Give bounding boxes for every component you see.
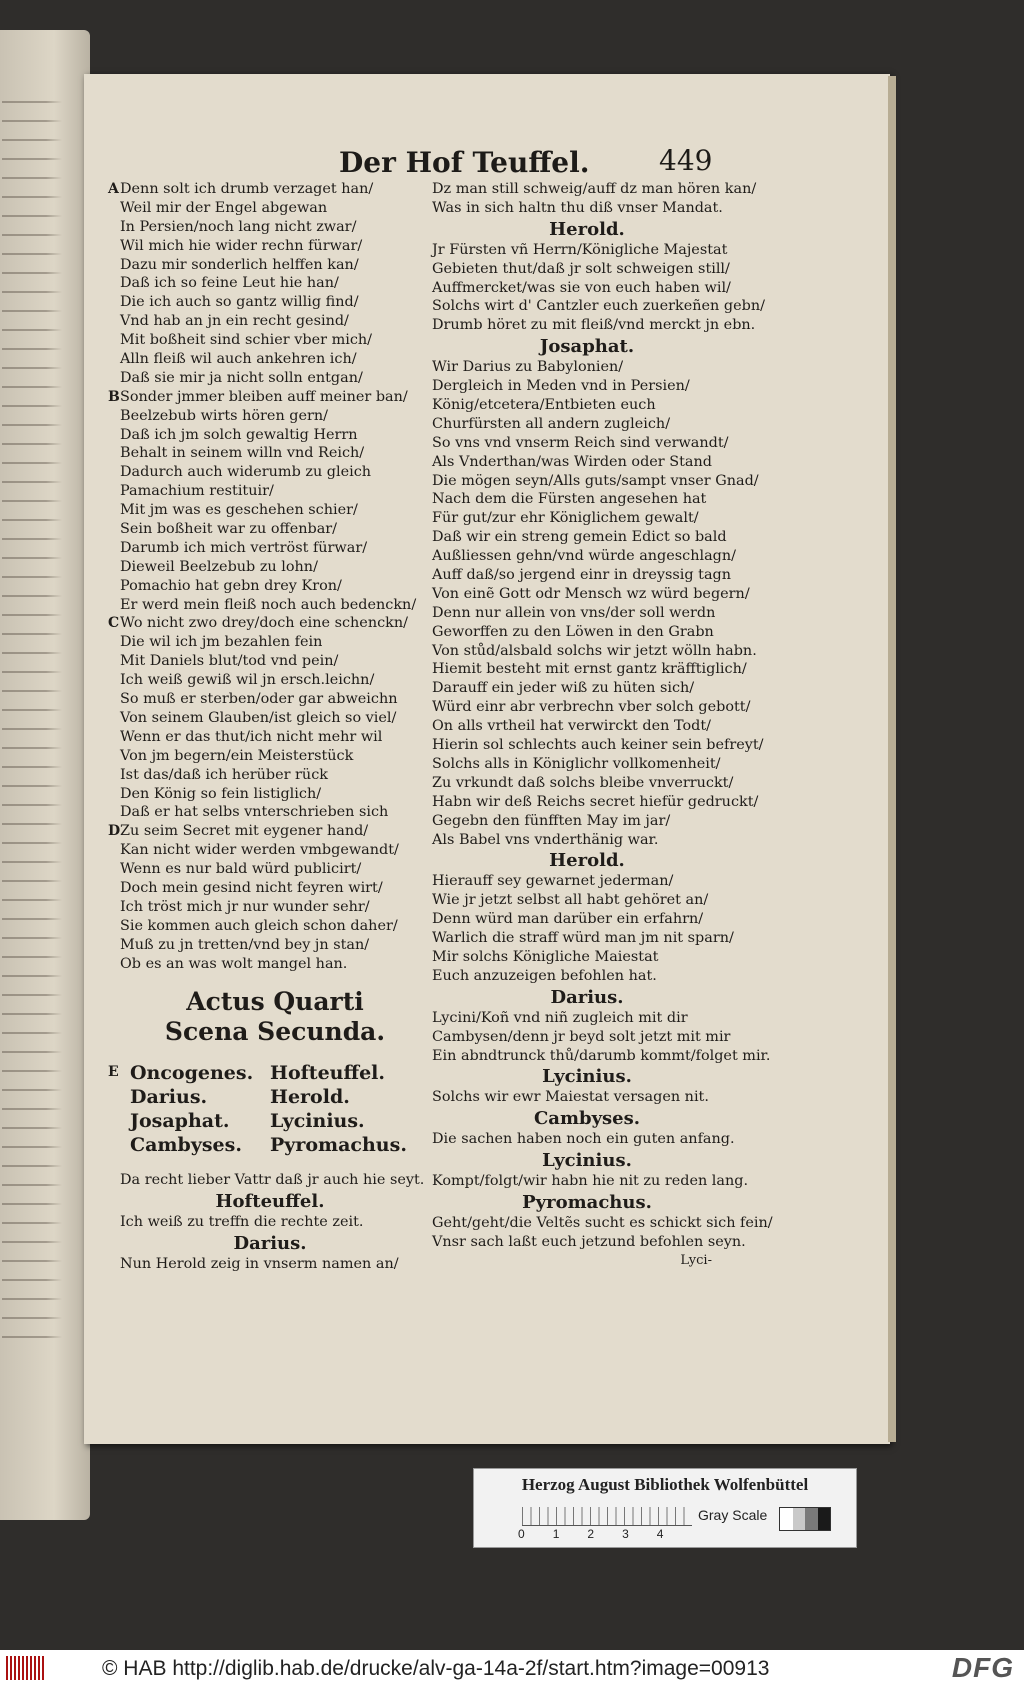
line-text: Wo nicht zwo drey/doch eine schenckn/ xyxy=(120,615,408,632)
line-text: Ich tröst mich jr nur wunder sehr/ xyxy=(120,898,370,915)
cast-member: Pyromachus. xyxy=(270,1134,407,1157)
text-line xyxy=(120,596,460,615)
line-text: Zu vrkundt daß solchs bleibe vnverruckt/ xyxy=(432,774,734,791)
text-line xyxy=(432,755,852,774)
line-text: Solchs wirt d' Cantzler euch zuerkeñen gebn/ xyxy=(432,298,765,315)
line-text: Daß ich so feine Leut hie han/ xyxy=(120,275,339,292)
line-text: Den König so fein listiglich/ xyxy=(120,785,322,802)
text-line xyxy=(120,218,460,237)
line-text: Warlich die straff würd man jm nit sparn/ xyxy=(432,930,734,947)
line-text: Dergleich in Meden vnd in Persien/ xyxy=(432,378,690,395)
text-line xyxy=(120,1171,460,1190)
ruler-number: 4 xyxy=(656,1527,664,1541)
line-text: Dz man still schweig/auff dz man hören kan/ xyxy=(432,181,757,197)
footer-copyright: © HAB http://diglib.hab.de/drucke/alv-ga-14a-2f/start.htm?image=00913 xyxy=(102,1657,770,1680)
text-line xyxy=(120,936,460,955)
text-line xyxy=(120,671,460,690)
cast-member: Cambyses. xyxy=(130,1134,242,1157)
line-text: Kompt/folgt/wir habn hie nit zu reden lang. xyxy=(432,1173,749,1190)
speaker-name: Lycinius. xyxy=(542,1150,632,1172)
text-line xyxy=(432,241,852,260)
ruler-number: 1 xyxy=(552,1527,560,1541)
text-line xyxy=(432,279,852,298)
text-line xyxy=(432,396,852,415)
line-text: Solchs wir ewr Maiestat versagen nit. xyxy=(432,1089,709,1106)
line-text: So vns vnd vnserm Reich sind verwandt/ xyxy=(432,434,729,451)
line-text: Nach dem die Fürsten angesehen hat xyxy=(432,491,707,508)
line-text: Ob es an was wolt mangel han. xyxy=(120,955,348,972)
text-line xyxy=(432,1172,852,1191)
text-line xyxy=(108,180,460,199)
line-text: Alln fleiß wil auch ankehren ich/ xyxy=(120,351,357,368)
color-scale-card xyxy=(473,1468,857,1548)
line-text: Wie jr jetzt selbst all habt gehöret an/ xyxy=(432,892,709,909)
text-line xyxy=(432,509,852,528)
line-text: Von einẽ Gott odr Mensch wz würd begern/ xyxy=(432,585,750,602)
line-text: Daß ich jm solch gewaltig Herrn xyxy=(120,426,358,443)
line-text: Vnsr sach laßt euch jetzund befohlen seyn. xyxy=(432,1233,746,1250)
line-text: Daß wir ein streng gemein Edict so bald xyxy=(432,529,727,546)
speaker-name: Josaphat. xyxy=(539,336,635,358)
text-line xyxy=(432,358,852,377)
text-line xyxy=(120,785,460,804)
text-line xyxy=(108,822,460,841)
text-line xyxy=(108,614,460,633)
margin-letter: D xyxy=(108,823,121,840)
line-text: Euch anzuzeigen befohlen hat. xyxy=(432,967,657,984)
text-line xyxy=(120,293,460,312)
margin-letter: C xyxy=(108,615,120,632)
line-text: Als Babel vns vnderthänig war. xyxy=(432,831,659,848)
text-line xyxy=(120,407,460,426)
speaker-name: Pyromachus. xyxy=(522,1192,652,1214)
text-line xyxy=(432,566,852,585)
line-text: Was in sich haltn thu diß vnser Mandat. xyxy=(432,199,723,216)
margin-letter: E xyxy=(108,1064,119,1081)
text-line xyxy=(432,967,852,986)
gray-swatch xyxy=(780,1508,793,1530)
cast-member: Lycinius. xyxy=(270,1110,365,1133)
left-text-column xyxy=(108,180,460,1274)
text-line xyxy=(120,879,460,898)
text-line xyxy=(432,1214,852,1233)
line-text: Mit boßheit sind schier vber mich/ xyxy=(120,332,372,349)
catchword: Lyci- xyxy=(680,1252,712,1268)
gray-swatch xyxy=(793,1508,806,1530)
text-line xyxy=(120,426,460,445)
hab-logo-icon xyxy=(6,1656,44,1680)
text-line xyxy=(120,482,460,501)
text-line xyxy=(120,766,460,785)
text-line xyxy=(432,1233,852,1252)
text-line xyxy=(432,490,852,509)
line-text: Von seinem Glauben/ist gleich so viel/ xyxy=(120,709,397,726)
text-line xyxy=(432,180,852,199)
cast-member: Darius. xyxy=(130,1086,208,1109)
line-text: Denn würd man darüber ein erfahrn/ xyxy=(432,911,704,928)
text-line xyxy=(120,709,460,728)
speaker-name: Darius. xyxy=(550,986,624,1008)
text-line xyxy=(432,929,852,948)
text-line xyxy=(120,1255,460,1274)
line-text: Sonder jmmer bleiben auff meiner ban/ xyxy=(120,388,408,405)
text-line xyxy=(432,585,852,604)
margin-letter: A xyxy=(108,181,119,197)
text-line xyxy=(432,831,852,850)
spacer xyxy=(120,1157,460,1171)
dfg-logo: DFG xyxy=(951,1652,1014,1683)
line-text: Gegebn den fünfften May im jar/ xyxy=(432,812,671,829)
act-heading: Actus Quarti xyxy=(186,987,364,1017)
line-text: Wenn es nur bald würd publicirt/ xyxy=(120,861,362,878)
right-text-column xyxy=(432,180,852,1270)
text-line xyxy=(120,860,460,879)
line-text: Ich weiß gewiß wil jn ersch.leichn/ xyxy=(120,672,375,689)
line-text: Solchs alls in Königlichr vollkomenheit/ xyxy=(432,755,721,772)
previous-page-edge xyxy=(0,30,90,1520)
line-text: Doch mein gesind nicht feyren wirt/ xyxy=(120,879,383,896)
line-text: Darauff ein jeder wiß zu hüten sich/ xyxy=(432,680,695,697)
margin-letter: B xyxy=(108,388,120,405)
line-text: Sie kommen auch gleich schon daher/ xyxy=(120,917,398,934)
line-text: Würd einr abr verbrechn vber solch gebott/ xyxy=(432,699,751,716)
gray-scale-label: Gray Scale xyxy=(698,1507,768,1523)
text-line xyxy=(120,256,460,275)
line-text: Hierauff sey gewarnet jederman/ xyxy=(432,873,674,890)
text-line xyxy=(432,547,852,566)
line-text: Habn wir deß Reichs secret hiefür gedruckt/ xyxy=(432,793,759,810)
speaker-name: Cambyses. xyxy=(533,1108,641,1130)
text-line xyxy=(432,872,852,891)
line-text: Auffmercket/was sie von euch haben wil/ xyxy=(432,279,731,296)
cast-member: Oncogenes. xyxy=(130,1062,254,1085)
line-text: Denn nur allein von vns/der soll werdn xyxy=(432,604,716,621)
text-line xyxy=(432,199,852,218)
book-page xyxy=(84,74,890,1444)
line-text: Die ich auch so gantz willig find/ xyxy=(120,294,359,311)
line-text: Dadurch auch widerumb zu gleich xyxy=(120,464,372,481)
text-line xyxy=(120,917,460,936)
ruler-numbers xyxy=(518,1527,718,1541)
line-text: Hierin sol schlechts auch keiner sein befreyt/ xyxy=(432,737,764,754)
text-line xyxy=(432,1009,852,1028)
line-text: Sein boßheit war zu offenbar/ xyxy=(120,521,338,538)
gray-swatch xyxy=(818,1508,831,1530)
line-text: Ich weiß zu treffn die rechte zeit. xyxy=(120,1214,364,1231)
line-text: Wenn er das thut/ich nicht mehr wil xyxy=(120,728,383,745)
text-line xyxy=(120,520,460,539)
line-text: Dazu mir sonderlich helffen kan/ xyxy=(120,256,359,273)
line-text: Vnd hab an jn ein recht gesind/ xyxy=(120,313,349,330)
text-line xyxy=(120,841,460,860)
line-text: Geht/geht/die Veltẽs sucht es schickt sich fein/ xyxy=(432,1215,773,1232)
cast-member: Herold. xyxy=(270,1086,350,1109)
line-text: On alls vrtheil hat verwirckt den Todt/ xyxy=(432,718,711,735)
line-text: Mir solchs Königliche Maiestat xyxy=(432,948,659,965)
line-text: Geworffen zu den Löwen in den Grabn xyxy=(432,623,714,640)
line-text: Dieweil Beelzebub zu lohn/ xyxy=(120,558,318,575)
line-text: Die wil ich jm bezahlen fein xyxy=(120,634,323,651)
text-line xyxy=(432,472,852,491)
line-text: Für gut/zur ehr Königlichem gewalt/ xyxy=(432,510,699,527)
text-line xyxy=(120,803,460,822)
text-line xyxy=(432,316,852,335)
line-text: Von stůd/alsbald solchs wir jetzt wölln habn. xyxy=(432,642,757,659)
cast-list xyxy=(108,1061,460,1157)
text-line xyxy=(108,388,460,407)
spacer xyxy=(120,973,460,987)
line-text: Cambysen/denn jr beyd solt jetzt mit mir xyxy=(432,1028,731,1045)
text-line xyxy=(120,463,460,482)
line-text: Beelzebub wirts hören gern/ xyxy=(120,407,329,424)
text-line xyxy=(432,604,852,623)
text-line xyxy=(120,652,460,671)
text-line xyxy=(432,1047,852,1066)
line-text: Pamachium restituir/ xyxy=(120,483,274,500)
text-line xyxy=(120,898,460,917)
line-text: Ein abndtrunck thů/darumb kommt/folget mir. xyxy=(432,1047,771,1064)
text-line xyxy=(432,1130,852,1149)
text-line xyxy=(432,660,852,679)
text-line xyxy=(120,728,460,747)
text-line xyxy=(432,260,852,279)
footer-bar xyxy=(0,1650,1024,1686)
running-title: Der Hof Teuffel. xyxy=(339,146,590,179)
text-line xyxy=(432,948,852,967)
text-line xyxy=(120,350,460,369)
cast-member: Josaphat. xyxy=(130,1110,230,1133)
page-number: 449 xyxy=(659,144,713,177)
line-text: Weil mir der Engel abgewan xyxy=(120,199,328,216)
line-text: Kan nicht wider werden vmbgewandt/ xyxy=(120,842,399,859)
line-text: Hiemit besteht mit ernst gantz kräfftiglich/ xyxy=(432,661,747,678)
line-text: So muß er sterben/oder gar abweichn xyxy=(120,691,398,708)
text-line xyxy=(432,415,852,434)
text-line xyxy=(432,679,852,698)
text-line xyxy=(120,577,460,596)
line-text: Wil mich hie wider rechn fürwar/ xyxy=(120,237,363,254)
line-text: Da recht lieber Vattr daß jr auch hie seyt. xyxy=(120,1172,425,1189)
speaker-name: Herold. xyxy=(549,850,625,872)
text-line xyxy=(120,312,460,331)
speaker-name: Lycinius. xyxy=(542,1066,632,1088)
text-line xyxy=(432,434,852,453)
ruler-number: 2 xyxy=(587,1527,595,1541)
line-text: In Persien/noch lang nicht zwar/ xyxy=(120,218,357,235)
line-text: Pomachio hat gebn drey Kron/ xyxy=(120,577,342,594)
line-text: Muß zu jn tretten/vnd bey jn stan/ xyxy=(120,936,370,953)
text-line xyxy=(432,698,852,717)
text-line xyxy=(120,955,460,974)
text-line xyxy=(432,774,852,793)
text-line xyxy=(120,690,460,709)
speaker-name: Herold. xyxy=(549,218,625,240)
line-text: Als Vnderthan/was Wirden oder Stand xyxy=(432,453,712,470)
text-line xyxy=(120,237,460,256)
text-line xyxy=(432,736,852,755)
text-line xyxy=(432,891,852,910)
line-text: Nun Herold zeig in vnserm namen an/ xyxy=(120,1256,399,1273)
text-line xyxy=(120,633,460,652)
gray-swatch xyxy=(805,1508,818,1530)
text-line xyxy=(432,1088,852,1107)
text-line xyxy=(432,812,852,831)
text-line xyxy=(120,558,460,577)
cast-member: Hofteuffel. xyxy=(270,1062,385,1085)
text-line xyxy=(432,377,852,396)
spacer xyxy=(120,1047,460,1061)
text-line xyxy=(432,910,852,929)
text-line xyxy=(432,297,852,316)
text-line xyxy=(432,717,852,736)
cast-grid xyxy=(120,1061,460,1157)
line-text: Darumb ich mich vertröst fürwar/ xyxy=(120,539,368,556)
line-text: Er werd mein fleiß noch auch bedenckn/ xyxy=(120,596,417,613)
line-text: Ist das/daß ich herüber rück xyxy=(120,766,328,783)
line-text: Gebieten thut/daß jr solt schweigen still/ xyxy=(432,260,730,277)
line-text: Daß er hat selbs vnterschrieben sich xyxy=(120,804,389,821)
text-line xyxy=(432,793,852,812)
text-line xyxy=(432,528,852,547)
text-line xyxy=(120,274,460,293)
text-line xyxy=(120,199,460,218)
gray-scale-swatches xyxy=(779,1507,831,1531)
line-text: Daß sie mir ja nicht solln entgan/ xyxy=(120,369,363,386)
act-heading: Scena Secunda. xyxy=(164,1017,386,1047)
text-line xyxy=(120,539,460,558)
line-text: Behalt in seinem willn vnd Reich/ xyxy=(120,445,365,462)
text-line xyxy=(120,747,460,766)
line-text: Denn solt ich drumb verzaget han/ xyxy=(120,181,374,197)
ruler-number: 3 xyxy=(622,1527,629,1541)
ruler xyxy=(522,1507,692,1526)
line-text: Lycini/Koñ vnd niñ zugleich mit dir xyxy=(432,1009,688,1026)
line-text: Außliessen gehn/vnd würde angeschlagn/ xyxy=(432,548,736,565)
ruler-number: 0 xyxy=(518,1527,525,1541)
line-text: Auff daß/so jergend einr in dreyssig tagn xyxy=(432,567,731,584)
line-text: Die mögen seyn/Alls guts/sampt vnser Gnad/ xyxy=(432,472,759,489)
text-line xyxy=(432,1028,852,1047)
line-text: Zu seim Secret mit eygener hand/ xyxy=(120,823,369,840)
speaker-name: Darius. xyxy=(233,1233,307,1255)
text-line xyxy=(120,1213,460,1232)
library-name: Herzog August Bibliothek Wolfenbüttel xyxy=(521,1475,809,1494)
line-text: Churfürsten all andern zugleich/ xyxy=(432,415,671,432)
line-text: Von jm begern/ein Meisterstück xyxy=(120,747,354,764)
text-line xyxy=(432,642,852,661)
text-line xyxy=(120,444,460,463)
line-text: Mit Daniels blut/tod vnd pein/ xyxy=(120,653,339,670)
text-line xyxy=(432,623,852,642)
line-text: Wir Darius zu Babylonien/ xyxy=(432,359,624,376)
line-text: König/etcetera/Entbieten euch xyxy=(432,397,656,414)
text-line xyxy=(120,501,460,520)
speaker-name: Hofteuffel. xyxy=(215,1191,325,1213)
line-text: Die sachen haben noch ein guten anfang. xyxy=(432,1131,735,1148)
line-text: Jr Fürsten vñ Herrn/Königliche Majestat xyxy=(432,241,728,258)
line-text: Drumb höret zu mit fleiß/vnd merckt jn ebn. xyxy=(432,317,756,334)
text-line xyxy=(120,331,460,350)
line-text: Mit jm was es geschehen schier/ xyxy=(120,502,358,519)
text-line xyxy=(120,369,460,388)
text-line xyxy=(432,453,852,472)
